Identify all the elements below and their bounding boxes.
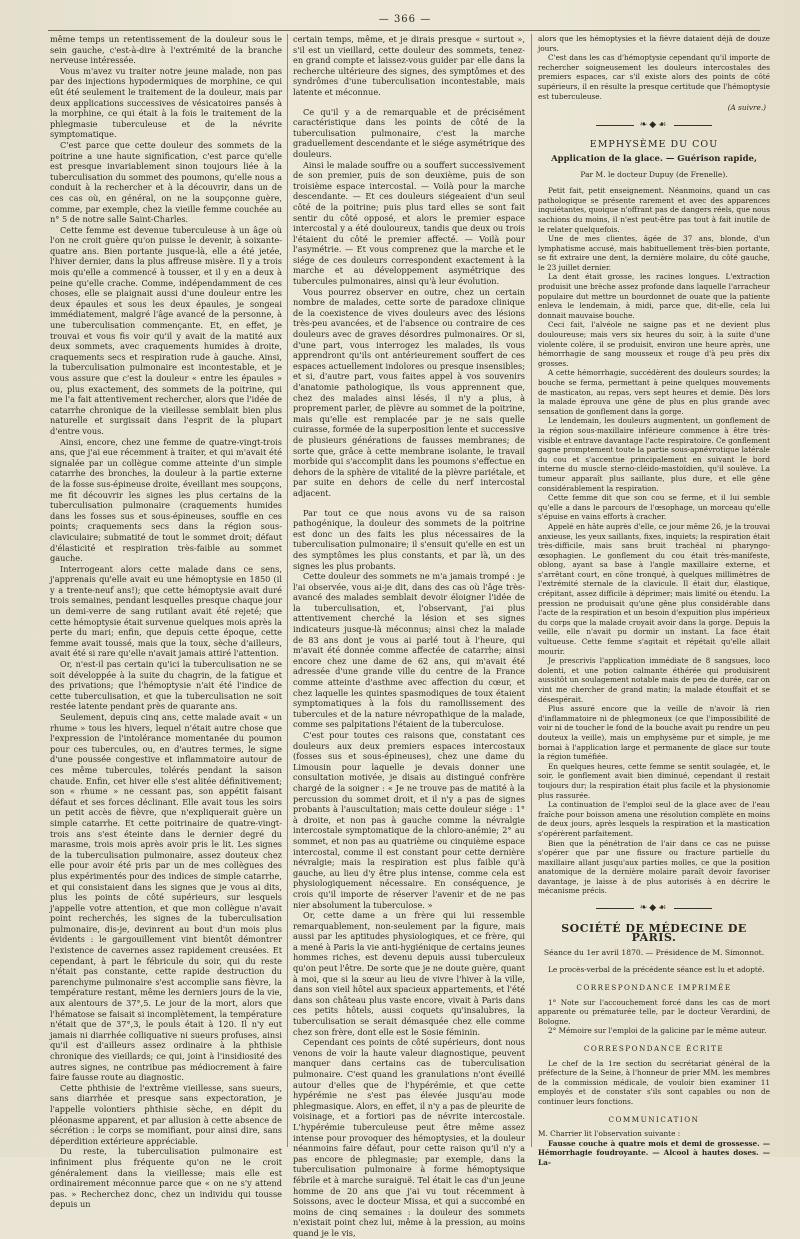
paragraph: Je prescrivis l'application immédiate de 8 sangsues, loco dolenti, et une potion calmante éthérée qui produisirent aussitôt un soulagement notable mais de peu de durée, car on vint me chercher de grand matin; la malade étouffait et se désespérait. bbox=[538, 656, 770, 704]
paragraph: Le chef de la 1re section du secrétariat général de la préfecture de la Seine, à l'honneur de prier MM. les membres de la commission médicale, de vouloir bien examiner 11 employés et de constater s'ils sont capables ou non de continuer leurs fonctions. bbox=[538, 1058, 770, 1106]
paragraph: Cette femme dit que son cou se ferme, et il lui semble qu'elle a dans le parcours de l'œsophage, un morceau qu'elle s'épuise en vains efforts à cracher. bbox=[538, 493, 770, 522]
column-2 bbox=[293, 34, 525, 1238]
ornament-icon: ❧◆☙ bbox=[639, 903, 669, 914]
paragraph: La dent était grosse, les racines longues. L'extraction produisit une brèche assez profonde dans laquelle l'arracheur populaire dut mettre un bourdonnet de ouate que la patiente enleva le lendemain, à midi, parce que, dit-elle, cela lui donnait mauvaise bouche. bbox=[538, 272, 770, 320]
paragraph: En quelques heures, cette femme se sentit soulagée, et, le soir, le gonflement avait bien diminué, cependant il restait toujours dur; la respiration était plus facile et la physionomie plus rassurée. bbox=[538, 761, 770, 800]
column-divider bbox=[531, 34, 532, 1147]
article-title: EMPHYSÈME DU COU bbox=[589, 139, 719, 151]
paragraph: C'est dans les cas d'hémoptysie cependant qu'il importe de rechercher soigneusement les douleurs intercostales des premiers espaces, car s'il existe alors des points de côté supérieurs, il en résulte la presque certitude que l'hémoptysie est tuberculeuse. bbox=[538, 53, 770, 101]
article-byline: Par M. le docteur Dupuy (de Frenelle). bbox=[580, 169, 728, 179]
paragraph: Bien que la pénétration de l'air dans ce cas ne puisse s'opérer que par une fissure ou fracture partielle du maxillaire allant jusqu'aux parties molles, ce que la position anatomique de la dernière molaire paraît devoir favoriser davantage, je laisse à de plus autorisés à en décrire le mécanisme précis. bbox=[538, 838, 770, 896]
paragraph: C'est pour toutes ces raisons que, constatant ces douleurs aux deux premiers espaces intercostaux (fosses sus et sous-épineuses), chez une dame du Limousin pour laquelle je devais donner une consultation motivée, je disais au distingué confrère chargé de la soigner : « Je ne trouve pas de matité à la percussion du sommet droit, et il n'y a pas de signes probants à l'auscultation; mais cette douleur siége : 1° à droite, et non pas à gauche comme la névralgie intercostale symptomatique de la chloro-anémie; 2° au sommet, et non pas au quatrième ou cinquième espace intercostal, comme il est constant pour cette dernière névralgie; mais la respiration est plus faible qu'à gauche, au lieu d'y être plus intense, comme cela est physiologiquement nécessaire. En conséquence, je crois qu'il importe de réserver l'avenir et de ne pas nier absolument la tuberculose. » bbox=[293, 730, 525, 910]
paragraph: Du reste, la tuberculisation pulmonaire est infiniment plus fréquente qu'on ne le croit généralement dans la vieillesse; mais elle est ordinairement méconnue parce que « on ne s'y attend pas. » Recherchez donc, chez un individu qui tousse depuis un bbox=[50, 1146, 282, 1210]
paragraph: Le procès-verbal de la précédente séance est lu et adopté. bbox=[548, 965, 765, 975]
paragraph: Une de mes clientes, âgée de 37 ans, blonde, d'un lymphatisme accusé, mais habituellement très-bien portante, se fit extraire une dent, la dernière molaire, du côté gauche, le 23 juillet dernier. bbox=[538, 234, 770, 272]
ornament-divider bbox=[538, 904, 770, 914]
paragraph: M. Charrier lit l'observation suivante : bbox=[538, 1129, 681, 1139]
paragraph: Cette phthisie de l'extrême vieillesse, sans sueurs, sans diarrhée et presque sans expectoration, je l'appelle volontiers phthisie sèche, en dépit du pléonasme apparent, et par allusion à cette absence de sécrétion : le corps se momifiant, pour ainsi dire, sans déperdition extérieure appréciable. bbox=[50, 1082, 282, 1146]
column-divider bbox=[287, 34, 288, 1147]
ornament-icon: ❧◆☙ bbox=[639, 119, 669, 130]
paragraph: Seulement, depuis cinq ans, cette malade avait « un rhume » tous les hivers, lequel n'était autre chose que l'expression de l'intolérance momentanée du poumon pour ces tubercules, ou, en d'autres termes, le signe d'une poussée congestive et inflammatoire autour de ces même tubercules, tolérés pendant la saison chaude. Enfin, cet hiver elle s'est alitée définitivement; son « rhume » ne cessant pas, son appétit faisant défaut et ses forces déclinant. Elle avait tous les soirs un petit accès de fièvre, que n'expliquerait guère un simple catarrhe. Et cette poitrinaire de quatre-vingt-trois ans s'est éteinte dans le dernier degré du marasme, trois mois après avoir pris le lit. Les signes de la tuberculisation pulmonaire, assez douteux chez elle pour avoir été pris par un de mes collègues des plus expérimentés pour des indices de simple catarrhe, et qui consistaient dans les signes que je vous ai dits, plus les points de côté supérieurs, sur lesquels j'appelle votre attention, et que mon collègue n'avait point recherchés, les signes de la tuberculisation pulmonaire, dis-je, devinrent au bout d'un mois plus évidents : le gargouillement vint bientôt démontrer l'existence de cavernes assez rapidement creusées. Et cependant, à part le fébricule du soir, qui du reste n'était pas constante, cette rapide destruction du parenchyme pulmonaire s'est accomplie sans fièvre, la température restant, même les derniers jours de la vie, aux alentours de 37°,5. Le jour de la mort, alors que l'hématose se faisait si incomplètement, la température n'était que de 37°,3, le pouls était à 120. Il n'y eut jamais ni diarrhée colliquative ni sueurs profuses, ainsi qu'il est d'ailleurs assez ordinaire à la phthisie chronique des vieillards; ce qui, joint à l'insidiosité des autres signes, ne contribue pas médiocrement à faire faire fausse route au diagnostic. bbox=[50, 712, 282, 1083]
paragraph: La continuation de l'emploi seul de la glace avec de l'eau fraîche pour boisson amena une résolution complète en moins de deux jours, après lesquels la respiration et la mastication s'opérèrent parfaitement. bbox=[538, 800, 770, 838]
paragraph: Ce qu'il y a de remarquable et de précisément caractéristique dans les points de côté de la tuberculisation pulmonaire, c'est la marche graduellement descendante et le siége asymétrique des douleurs. bbox=[293, 106, 525, 159]
subheading: COMMUNICATION bbox=[608, 1114, 700, 1124]
observation-title: Fausse couche à quatre mois et demi de grossesse. — Hémorrhagie foudroyante. — Alcool à hautes doses. — La- bbox=[538, 1138, 770, 1167]
paragraph: Interrogeant alors cette malade dans ce sens, j'apprenais qu'elle avait eu une hémoptysie en 1850 (il y a trente-neuf ans!); que cette hémoptysie avait duré trois semaines, pendant lesquelles presque chaque jour un demi-verre de sang rutilant avait été rejeté; que cette hémoptysie était survenue quelques mois après la perte du mari; enfin, que depuis cette époque, cette femme avait toussé, mais que la toux, sèche d'ailleurs, avait été si rare qu'elle n'avait jamais attiré l'attention. bbox=[50, 563, 282, 659]
column-3 bbox=[538, 34, 770, 1167]
paragraph: Cependant ces points de côté supérieurs, dont nous venons de voir la haute valeur diagnostique, peuvent manquer dans certains cas de tuberculisation pulmonaire. C'est quand les granulations n'ont éveillé autour d'elles que de l'hypérémie, et que cette hypérémie ne s'est pas élevée jusqu'au mode phlegmasique. Alors, en effet, il n'y a pas de pleurite de voisinage, et a fortiori pas de névrite intercostale. L'hypérémie tuberculeuse peut être même assez intense pour provoquer des hémoptysies, et la douleur néanmoins faire défaut, pour cette raison qu'il n'y a pas encore de phlegmasie; par exemple, dans la tuberculisation pulmonaire à forme hémoptysique fébrile et à marche suraiguë. Tel était le cas d'un jeune homme de 20 ans que j'ai vu tout récemment à Soissons, avec le docteur Missa, et qui a succombé en moins de cinq semaines : la douleur des sommets n'existait point chez lui, même à la pression, au moins quand je le vis, bbox=[293, 1037, 525, 1238]
paragraph: alors que les hémoptysies et la fièvre dataient déjà de douze jours. bbox=[538, 34, 770, 53]
paragraph: C'est parce que cette douleur des sommets de la poitrine a une haute signification, c'est parce qu'elle est presque invariablement sinon toujours liée à la tuberculisation du sommet des poumons, qu'elle nous a conduit à la rechercher et à la découvrir, dans un de ces cas où, en général, on ne la soupçonne guère, comme, par exemple, chez la vieille femme couchée au n° 5 de notre salle Saint-Charles. bbox=[50, 139, 282, 225]
paragraph: Petit fait, petit enseignement. Néanmoins, quand un cas pathologique se présente rarement et avec des apparences inquiétantes, quoique n'offrant pas de dangers réels, que nous sachions du moins, il n'est peut-être pas tout à fait inutile de le relater quelquefois. bbox=[538, 186, 770, 234]
header-rule bbox=[48, 30, 760, 31]
paragraph: certain temps, même, et je dirais presque « surtout », s'il est un vieillard, cette douleur des sommets, tenez-en grand compte et laissez-vous guider par elle dans la recherche ultérieure des signes, des symptômes et des syndrômes d'une tuberculisation incontestable, mais latente et méconnue. bbox=[293, 34, 525, 97]
section-title: SOCIÉTÉ DE MÉDECINE DE PARIS. bbox=[561, 921, 747, 945]
paragraph: même temps un retentissement de la douleur sous le sein gauche, c'est-à-dire à l'extrémité de la branche nerveuse intéressée. bbox=[50, 34, 282, 66]
subheading: CORRESPONDANCE IMPRIMÉE bbox=[576, 983, 732, 993]
paragraph: Ceci fait, l'alvéole ne saigne pas et ne devient plus douloureuse; mais vers six heures du soir, à la suite d'une violente colère, il se produisit, environ une heure après, une hémorrhagie de sang mousseux et rouge d'à peu près dix grosses. bbox=[538, 320, 770, 368]
paragraph: Cette douleur des sommets ne m'a jamais trompé : je l'ai observée, vous ai-je dit, dans des cas où l'âge très-avancé des malades semblait devoir éloigner l'idée de la tuberculisation, et, l'observant, j'ai plus attentivement cherché la lésion et ses signes indicateurs jusque-là méconnus; ainsi chez la malade de 83 ans dont je vous ai parlé tout à l'heure, qui m'avait été donnée comme affectée de catarrhe; ainsi encore chez une dame de 62 ans, qui m'avait été adressée d'une grande ville du centre de la France comme atteinte d'asthme avec affection du cœur, et chez laquelle les quintes spasmodiques de toux étaient symptomatiques à la fois du ramollissement des tubercules et de la nature névropathique de la malade, comme ses palpitations l'étaient de la tuberculose. bbox=[293, 571, 525, 730]
paragraph: Cette femme est devenue tuberculeuse à un âge où l'on ne croit guère qu'on puisse le devenir, à soixante-quatre ans. Bien portante jusque-là, elle a été jetée, l'hiver dernier, dans la plus affreuse misère. Il y a trois mois qu'elle a commencé à tousser, et il y en a deux à peine qu'elle crache. Comme, indépendamment de ces choses, elle se plaignait aussi d'une douleur entre les deux épaules et sous les deux épaules, je songeai immédiatement, malgré l'âge avancé de la personne, à une tuberculisation commençante. Et, en effet, je trouvai et vous fis voir qu'il y avait de la matité aux deux sommets, avec craquements humides à droite, craquements secs et respiration rude à gauche. Ainsi, la tuberculisation pulmonaire est incontestable, et je vous assure que c'est la douleur « entre les épaules » ou, plus exactement, des sommets de la poitrine, qui me l'a fait attentivement rechercher, alors que l'idée de catarrhe chronique de la vieillesse semblait bien plus naturelle et surgissait dans l'esprit de la plupart d'entre vous. bbox=[50, 224, 282, 436]
paragraph: Plus assuré encore que la veille de n'avoir là rien d'inflammatoire ni de phlegmoneux (ce que l'impossibilité de voir ni de toucher le fond de la bouche avait pu rendre un peu douteux la veille), mais un emphysème pur et simple, je me bornai à l'application large et permanente de glace sur toute la région tuméfiée. bbox=[538, 704, 770, 762]
list-item: 1° Note sur l'accouchement forcé dans les cas de mort apparente ou prématurée telle, par le docteur Verardini, de Bologne. bbox=[538, 997, 770, 1026]
column-1 bbox=[50, 34, 282, 1210]
paragraph: Ainsi, encore, chez une femme de quatre-vingt-trois ans, que j'ai eue récemment à traiter, et qui m'avait été signalée par un collègue comme atteinte d'un simple catarrhe des bronches, la douleur à la partie externe de la fosse sus-épineuse droite, éveillant mes soupçons, me fit découvrir les signes les plus certains de la tuberculisation pulmonaire (craquements humides dans les fosses sus et sous-épineuses, souffle en ces points; craquements secs dans la région sous-claviculaire; submatité de tout le sommet droit; défaut d'élasticité et respiration très-faible au sommet gauche. bbox=[50, 436, 282, 564]
paragraph: Or, cette dame a un frère qui lui ressemble remarquablement, non-seulement par la figure, mais aussi par les aptitudes physiologiques, et ce frère, qui a mené à Paris la vie anti-hygiénique de certains jeunes hommes riches, est devenu depuis aussi tuberculeux qu'on peut l'être. De sorte que je ne doute guère, quant à moi, que si la sœur au lieu de vivre l'hiver à la ville, dans son vieil hôtel aux spacieux appartements, et l'été dans son château plus vaste encore, vivait à Paris dans ces petits hôtels, aussi coquets qu'insalubres, la tuberculisation se serait démasquée chez elle comme chez son frère, dont elle est le Sosie féminin. bbox=[293, 910, 525, 1037]
paragraph: Vous pourrez observer en outre, chez un certain nombre de malades, cette sorte de paradoxe clinique de la coexistence de vives douleurs avec des lésions très-peu avancées, et de l'absence ou contraire de ces douleurs avec de graves désordres pulmonaires. Or si, d'une part, vous interrogez les malades, ils vous apprendront qu'ils ont antérieurement souffert de ces espaces actuellement indolores ou presque insensibles; et si, d'autre part, vous faites appel à vos souvenirs d'anatomie pathologique, ils vous apprennent que, chez des malades ainsi lésés, il n'y a plus, à proprement parler, de plèvre au sommet de la poitrine, mais qu'elle est remplacée par je ne sais quelle cuirasse, formée de la superposition lente et successive de plusieurs générations de fausses membranes; de sorte que, grâce à cette membrane isolante, le travail morbide qui s'accomplit dans les poumons s'effectue en dehors de la sphère de vitalité de la plèvre pariétale, et par suite en dehors de celle du nerf intercostal adjacent. bbox=[293, 286, 525, 498]
page-number: — 366 — bbox=[378, 14, 432, 25]
paragraph: Ainsi le malade souffre ou a souffert successivement de son premier, puis de son deuxième, puis de son troisième espace intercostal. — Voilà pour la marche descendante. — Et ces douleurs siégeaient d'un seul côté de la poitrine; puis plus tard elles se sont fait sentir du côté opposé, et alors le premier espace intercostal y a été douloureux, tandis que deux ou trois l'étaient du côté le premier affecté. — Voilà pour l'asymétrie. — Et vous comprenez que la marche et le siége de ces douleurs correspondent exactement à la marche et au développement asymétrique des tubercules pulmonaires, ainsi qu'à leur évolution. bbox=[293, 159, 525, 287]
subheading: CORRESPONDANCE ÉCRITE bbox=[583, 1044, 725, 1053]
to-be-continued: (A suivre.) bbox=[727, 103, 766, 113]
paragraph: Par tout ce que nous avons vu de sa raison pathogénique, la douleur des sommets de la poitrine est donc un des faits les plus nécessaires de la tuberculisation pulmonaire; il s'ensuit qu'elle en est un des symptômes les plus constants, et par là, un des signes les plus probants. bbox=[293, 507, 525, 571]
paragraph: Or, n'est-il pas certain qu'ici la tuberculisation ne se soit développée à la suite du chagrin, de la fatigue et des privations; que l'hémoptysie n'ait été l'indice de cette tuberculisation, et que la tuberculisation ne soit restée latente pendant près de quarante ans. bbox=[50, 659, 282, 712]
ornament-divider bbox=[538, 121, 770, 131]
paragraph: Vous m'avez vu traiter notre jeune malade, non pas par des injections hypodermiques de morphine, ce qui eût été seulement le traitement de la douleur, mais par deux applications successives de vésicatoires pansés à la morphine, ce qui était à la fois le traitement de la phlegmasie tuberculeuse et de la névrite symptomatique. bbox=[50, 65, 282, 140]
session-line: Séance du 1er avril 1870. — Présidence de M. Simonnot. bbox=[543, 947, 765, 957]
paragraph: Le lendemain, les douleurs augmentent, un gonflement de la région sous-maxillaire inférieure commence à être très-visible et entrave davantage l'acte respiratoire. Ce gonflement gagne promptement toute la partie sous-apnévrotique latérale du cou et s'accentue principalement en suivant le bord interne du muscle sterno-cléido-mastoïdien, qu'il soulève. La tumeur apparaît plus saillante, plus dure, et elle gêne considérablement la respiration. bbox=[538, 416, 770, 493]
paragraph: Appelé en hâte auprès d'elle, ce jour même 26, je la trouvai anxieuse, les yeux saillants, fixes, inquiets; la respiration était très-difficile, mais sans bruit trachéal ni pharyngo-œsophagien. Le gonflement du cou était très-manifeste, oblong, ayant sa base à l'angle maxillaire externe, et s'arrêtant court, en cône tronqué, à quelques millimètres de l'extrémité sternale de la clavicule. Il était dur, élastique, crépitant, assez difficile à déprimer; mais limité ou étendu. La pression ne produisait qu'une gêne plus considérable dans l'acte de la respiration et un besoin d'expuition plus impérieux du corps que la malade croyait avoir dans la gorge. Depuis la veille, elle n'avait pu dormir un instant. La face était vultueuse. Cette femme s'agitait et répétait qu'elle allait mourir. bbox=[538, 521, 770, 656]
article-subtitle: Application de la glace. — Guérison rapide, bbox=[551, 153, 757, 164]
paragraph: A cette hémorrhagie, succédèrent des douleurs sourdes; la bouche se ferma, permettant à peine quelques mouvements de masticaton, au repas, vers sept heures et demie. Dès lors la malade éprouva une gêne de plus en plus grande avec sensation de gonflement dans la gorge. bbox=[538, 368, 770, 416]
list-item: 2° Mémoire sur l'emploi de la galicine par le même auteur. bbox=[548, 1026, 767, 1036]
